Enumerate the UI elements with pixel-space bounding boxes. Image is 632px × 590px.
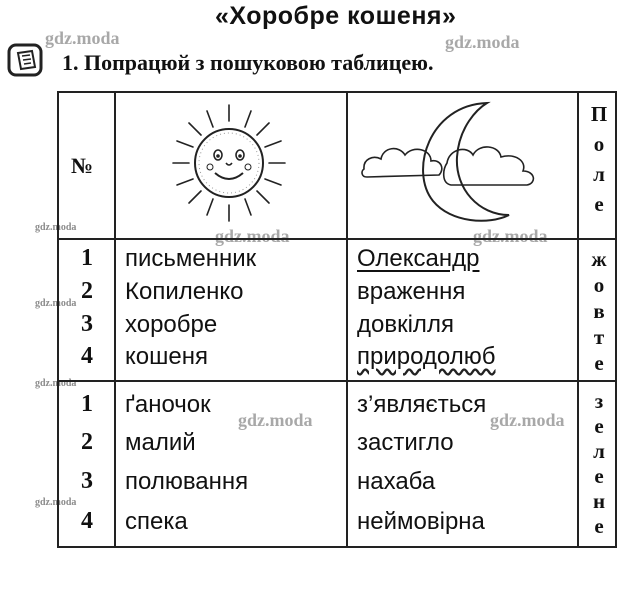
watermark: gdz.moda: [215, 226, 290, 246]
word-cell: ґаночок: [125, 391, 211, 418]
group1-label: [581, 246, 617, 376]
row-divider: [59, 380, 615, 382]
row-number: 3: [81, 311, 93, 337]
watermark-small: gdz.moda: [35, 222, 77, 233]
watermark: gdz.moda: [490, 410, 565, 430]
word-cell: неймовірна: [357, 508, 485, 535]
column-divider: [346, 93, 348, 546]
group2-label-letter: з: [594, 389, 604, 413]
row-divider: [59, 238, 615, 240]
word-cell: природолюб: [357, 343, 496, 370]
field-header-letter: е: [594, 192, 604, 216]
notebook-icon: [6, 40, 48, 80]
watermark: gdz.moda: [45, 28, 120, 48]
row-number: 2: [81, 278, 93, 304]
row-number: 1: [81, 391, 93, 417]
row-number: 4: [81, 343, 93, 369]
watermark: gdz.moda: [445, 32, 520, 52]
field-header-letter: л: [593, 162, 605, 186]
word-cell: хоробре: [125, 311, 218, 338]
group2-label: [581, 389, 617, 539]
field-header: [581, 99, 617, 219]
group1-label-letter: е: [594, 351, 604, 375]
group1-label-letter: ж: [591, 247, 607, 271]
group2-label-letter: л: [593, 439, 605, 463]
watermark-small: gdz.moda: [35, 298, 77, 309]
group1-label-letter: т: [593, 325, 605, 349]
sun-icon: [169, 99, 289, 227]
watermark-small: gdz.moda: [35, 497, 77, 508]
column-divider: [577, 93, 579, 546]
search-table: [57, 91, 617, 548]
row-number: 1: [81, 245, 93, 271]
moon-icon: [359, 101, 564, 231]
page-title: «Хоробре кошеня»: [215, 2, 457, 30]
word-cell: довкілля: [357, 311, 454, 338]
column-divider: [114, 93, 116, 546]
field-header-letter: о: [593, 132, 605, 156]
number-header: №: [71, 153, 94, 178]
word-cell: полювання: [125, 468, 249, 495]
watermark: gdz.moda: [238, 410, 313, 430]
row-number: 3: [81, 468, 93, 494]
word-cell: Олександр: [357, 245, 480, 272]
word-cell: Копиленко: [125, 278, 244, 305]
word-cell: застигло: [357, 429, 454, 456]
word-cell: кошеня: [125, 343, 208, 370]
field-header-letter: П: [590, 102, 608, 126]
word-cell: з’являється: [357, 391, 487, 418]
group1-label-letter: о: [593, 273, 605, 297]
group2-label-letter: е: [594, 514, 604, 538]
word-cell: враження: [357, 278, 466, 305]
word-cell: малий: [125, 429, 196, 456]
group1-label-letter: в: [593, 299, 605, 323]
word-cell: нахаба: [357, 468, 436, 495]
task-instruction: 1. Попрацюй з пошуковою таблицею.: [62, 50, 434, 75]
group2-label-letter: н: [592, 489, 606, 513]
group2-label-letter: е: [594, 414, 604, 438]
word-cell: спека: [125, 508, 188, 535]
watermark: gdz.moda: [473, 226, 548, 246]
watermark-small: gdz.moda: [35, 378, 77, 389]
row-number: 2: [81, 429, 93, 455]
row-number: 4: [81, 508, 93, 534]
group2-label-letter: е: [594, 464, 604, 488]
word-cell: письменник: [125, 245, 257, 272]
